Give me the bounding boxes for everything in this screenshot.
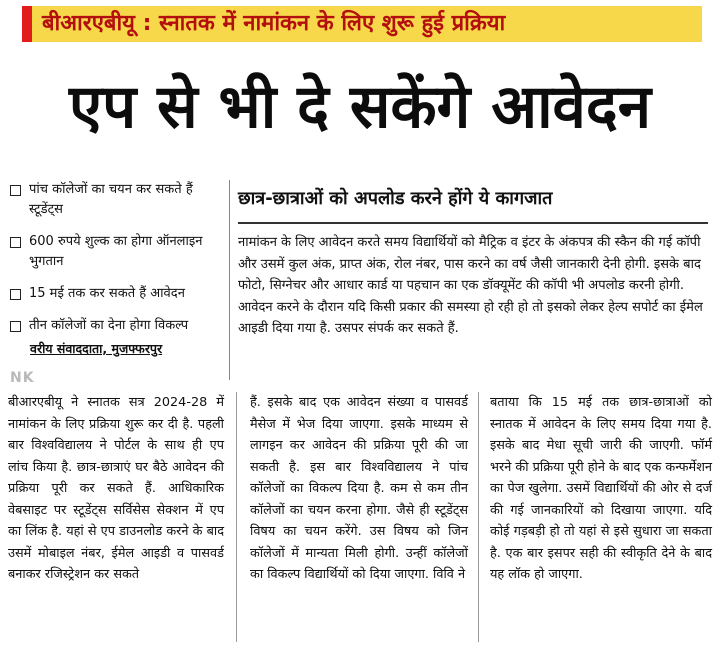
highlight-item	[8, 180, 224, 220]
article-column-2: हैं. इसके बाद एक आवेदन संख्या व पासवर्ड मैसेज में भेज दिया जाएगा. इसके माध्यम से लागइन कर आवेदन की प्रक्रिया पूरी की जा सकती है. इस बार विश्वविद्यालय ने पांच कॉलेजों का विकल्प दिया है. कम से कम तीन कॉलेजों का चयन करना होगा. जैसे ही स्टूडेंट्स विषय का चयन करेंगे. उस विषय को जिन कॉलेजों में मान्यता मिली होगी. उन्हीं कॉलेजों का विकल्प विद्यार्थियों को दिया जाएगा. विवि ने	[250, 395, 468, 582]
article-column-1: बीआरएबीयू ने स्नातक सत्र 2024-28 में नामांकन के लिए प्रक्रिया शुरू कर दी है. पहली बार विश्वविद्यालय ने पोर्टल के साथ ही एप लांच किया है. छात्र-छात्राएं घर बैठे आवेदन की प्रक्रिया पूरी कर सकते हैं. आधिकारिक वेबसाइट पर स्टूडेंट्स सर्विसेस सेक्शन में एप का लिंक है. यहां से एप डाउनलोड करने के बाद उसमें मोबाइल नंबर, ईमेल आइडी व पासवर्ड बनाकर रजिस्ट्रेशन कर सकते	[8, 395, 224, 582]
checkbox-square-icon	[10, 185, 21, 196]
checkbox-square-icon	[10, 237, 21, 248]
kicker-bar	[0, 0, 720, 44]
byline: वरीय संवाददाता, मुजफ्फरपुर	[30, 341, 163, 356]
highlight-text: 600 रुपये शुल्क का होगा ऑनलाइन भुगतान	[29, 234, 203, 269]
article-column-3: बताया कि 15 मई तक छात्र-छात्राओं को स्नातक में आवेदन के लिए समय दिया गया है. इसके बाद मेधा सूची जारी की जाएगी. फॉर्म भरने की प्रक्रिया पूरी होने के बाद एक कन्फर्मेशन का पेज खुलेगा. उसमें विद्यार्थियों की ओर से दर्ज की गई जानकारियों को दिखाया जाएगा. यदि कोई गड़बड़ी हो तो यहां से इसे सुधारा जा सकता है. एक बार इसपर सही की स्वीकृति देने के बाद यह लॉक हो जाएगा.	[490, 395, 712, 582]
highlight-item	[8, 232, 224, 272]
highlight-text: तीन कॉलेजों का देना होगा विकल्प	[29, 318, 189, 333]
highlight-item	[8, 316, 224, 336]
vertical-divider	[229, 180, 230, 380]
article-body	[0, 392, 720, 652]
checkbox-square-icon	[10, 289, 21, 300]
highlight-text: पांच कॉलेजों का चयन कर सकते हैं स्टूडेंट्स	[29, 182, 193, 217]
headline: एप से भी दे सकेंगे आवेदन	[68, 72, 652, 142]
highlight-text: 15 मई तक कर सकते हैं आवेदन	[29, 286, 185, 301]
highlight-item	[8, 284, 224, 304]
sidebox-text: नामांकन के लिए आवेदन करते समय विद्यार्थियों को मैट्रिक व इंटर के अंकपत्र की स्कैन की गई कॉपी और उसमें कुल अंक, प्राप्त अंक, रोल नंबर, पास करने का वर्ष जैसी जानकारी देनी होगी. इसके बाद फोटो, सिग्नेचर और आधार कार्ड या पहचान का एक डॉक्यूमेंट की कॉपी भी अपलोड करनी होगी. आवेदन करने के दौरान यदि किसी प्रकार की समस्या हो रही हो तो इसको लेकर हेल्प सपोर्ट का ईमेल आइडी दिया गया है. उसपर संपर्क कर सकते हैं.	[238, 235, 703, 336]
column-divider	[478, 392, 479, 642]
sidebox-title: छात्र-छात्राओं को अपलोड करने होंगे ये कागजात	[238, 188, 553, 209]
checkbox-square-icon	[10, 321, 21, 332]
column-divider	[236, 392, 237, 642]
watermark: NK	[10, 370, 35, 386]
sidebox-rule	[238, 222, 708, 224]
kicker-heading: बीआरएबीयू : स्नातक में नामांकन के लिए शुरू हुई प्रक्रिया	[22, 6, 702, 42]
highlights-list	[8, 180, 224, 348]
